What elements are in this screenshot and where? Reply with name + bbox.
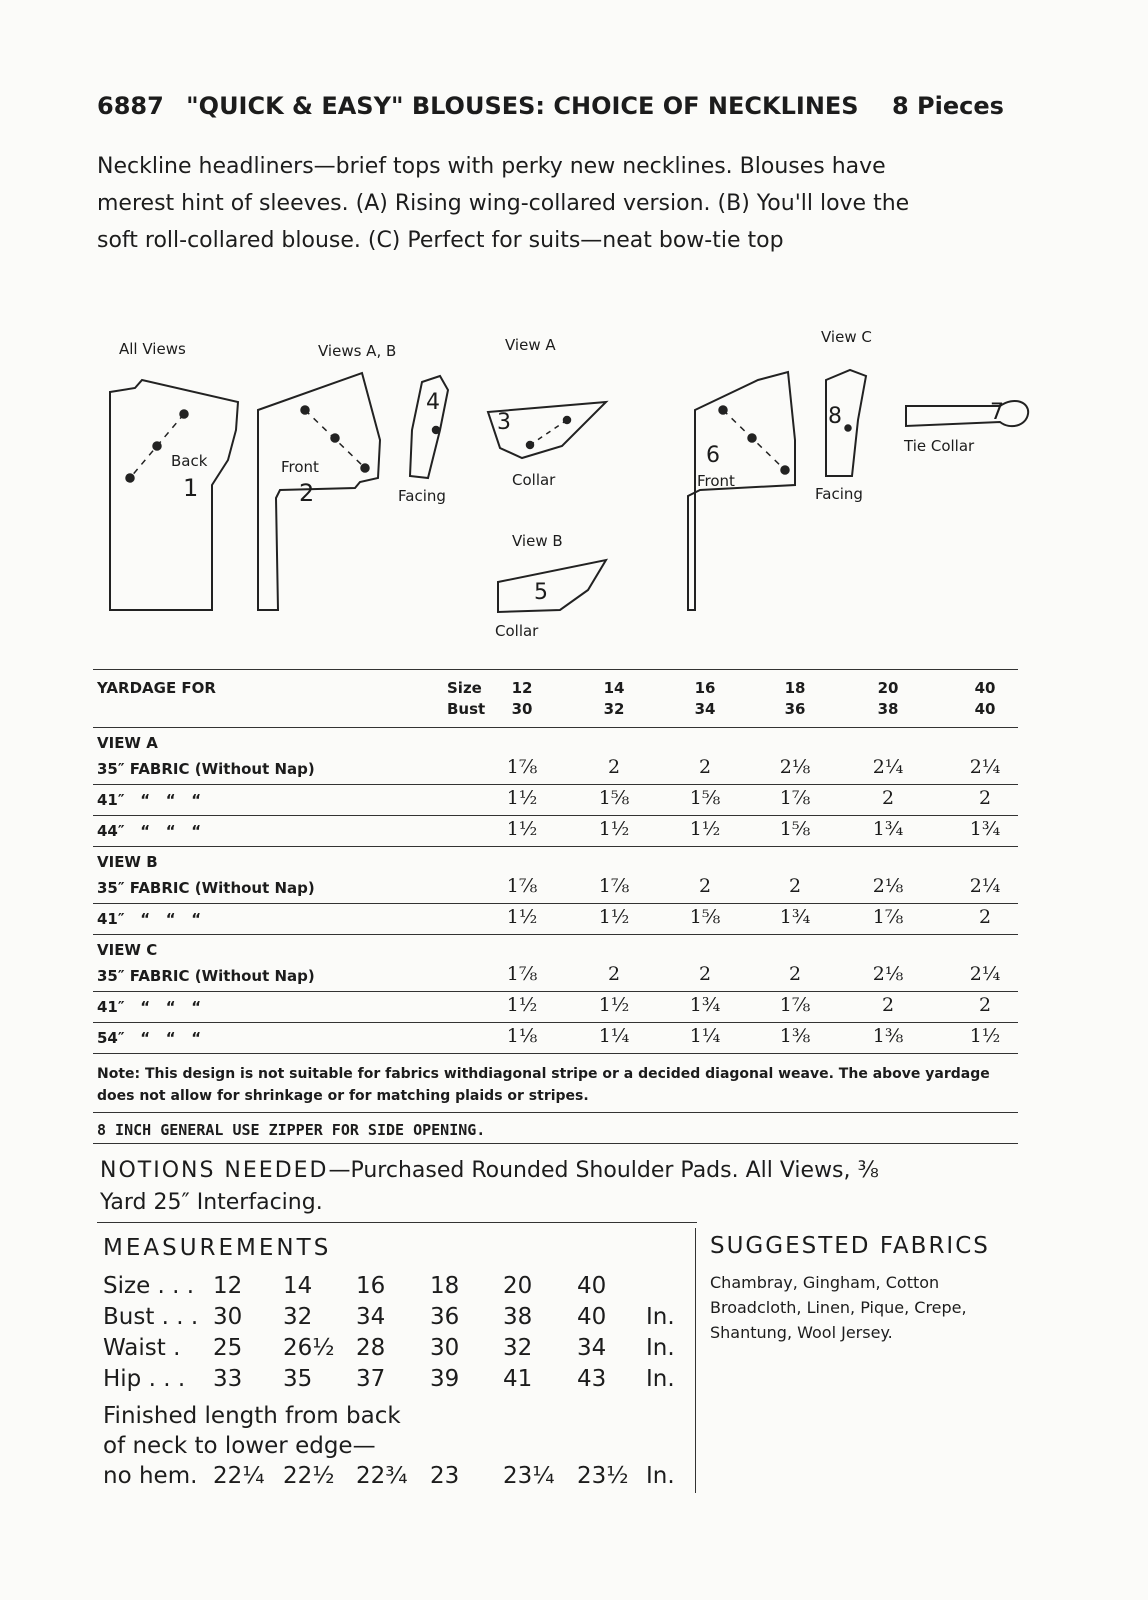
yardage-value: 1⅞ (506, 963, 538, 985)
size-header-cell: 20 (877, 679, 899, 697)
measurement-value: 36 (430, 1304, 460, 1330)
yardage-value: 1⅞ (598, 875, 630, 897)
fabric-width: 54″ “ “ “ (97, 1029, 202, 1047)
measurement-label: Size . . . (103, 1273, 195, 1299)
bust-header-cell: 30 (511, 700, 533, 718)
measurement-value: 30 (430, 1335, 460, 1361)
piece-number-6: 6 (706, 443, 720, 468)
suggested-fabrics-title: SUGGESTED FABRICS (710, 1233, 990, 1259)
yardage-value: 2 (881, 994, 895, 1016)
fabric-line: Chambray, Gingham, Cotton (710, 1273, 940, 1292)
label-all-views: All Views (119, 340, 186, 358)
yardage-value: 2¼ (969, 875, 1001, 897)
size-label: Size (447, 679, 482, 697)
yardage-value: 2⅛ (872, 963, 904, 985)
yardage-heading: YARDAGE FOR (97, 679, 216, 697)
label-view-c: View C (821, 328, 872, 346)
yardage-value: 1¼ (689, 1025, 721, 1047)
measurement-value: 23 (430, 1463, 460, 1489)
section-divider (695, 1228, 696, 1493)
yardage-value: 1¼ (598, 1025, 630, 1047)
pieces-count: 8 Pieces (892, 92, 1004, 120)
yardage-value: 1⅝ (598, 787, 630, 809)
yardage-value: 1½ (506, 818, 538, 840)
yardage-value: 2 (881, 787, 895, 809)
measurement-unit: In. (646, 1463, 675, 1489)
measurement-unit: In. (646, 1366, 675, 1392)
label-facing: Facing (398, 487, 446, 505)
notions-text-2: Yard 25″ Interfacing. (100, 1190, 323, 1215)
yardage-value: 1⅞ (779, 994, 811, 1016)
yardage-value: 1⅞ (506, 756, 538, 778)
measurement-label: no hem. (103, 1463, 198, 1489)
label-view-a: View A (505, 336, 556, 354)
label-front: Front (281, 458, 319, 476)
measurement-value: 41 (503, 1366, 533, 1392)
fabric-width: 41″ “ “ “ (97, 998, 202, 1016)
description-line: merest hint of sleeves. (A) Rising wing-collared version. (B) You'll love the (97, 191, 910, 216)
bust-header-cell: 40 (974, 700, 996, 718)
bust-header-cell: 38 (877, 700, 899, 718)
yardage-value: 1¾ (969, 818, 1001, 840)
pattern-pieces-diagram (0, 310, 1148, 650)
measurement-value: 35 (283, 1366, 313, 1392)
yardage-value: 1⅞ (506, 875, 538, 897)
view-label: VIEW B (97, 853, 158, 871)
measurement-value: 28 (356, 1335, 386, 1361)
measurement-value: 37 (356, 1366, 386, 1392)
fabric-width: 35″ FABRIC (Without Nap) (97, 760, 315, 778)
pattern-number: 6887 (97, 92, 164, 120)
yardage-value: 2 (698, 963, 712, 985)
fabric-width: 41″ “ “ “ (97, 910, 202, 928)
yardage-value: 1½ (598, 906, 630, 928)
yardage-value: 1⅜ (779, 1025, 811, 1047)
yardage-value: 2 (698, 875, 712, 897)
size-header-cell: 14 (603, 679, 625, 697)
yardage-note (97, 1063, 1027, 1107)
measurement-value: 40 (577, 1273, 607, 1299)
notions-heading: NOTIONS NEEDED (100, 1158, 329, 1183)
front-c-piece-outline (688, 372, 795, 610)
measurement-value: 32 (503, 1335, 533, 1361)
size-header-cell: 16 (694, 679, 716, 697)
measurement-value: 22½ (283, 1463, 335, 1489)
yardage-value: 1¾ (689, 994, 721, 1016)
measurement-label: Bust . . . (103, 1304, 199, 1330)
collar-b-outline (498, 560, 606, 612)
piece-number-4: 4 (426, 390, 440, 415)
measurement-value: 34 (577, 1335, 607, 1361)
measurement-value: 16 (356, 1273, 386, 1299)
piece-number-2: 2 (299, 479, 315, 507)
label-views-ab: Views A, B (318, 342, 397, 360)
piece-number-1: 1 (183, 474, 199, 502)
fabric-width: 35″ FABRIC (Without Nap) (97, 879, 315, 897)
size-header-cell: 12 (511, 679, 533, 697)
yardage-value: 1¾ (779, 906, 811, 928)
yardage-value: 2¼ (969, 756, 1001, 778)
measurement-label: Waist . (103, 1335, 181, 1361)
description-line: Neckline headliners—brief tops with perky new necklines. Blouses have (97, 154, 886, 179)
back-piece-outline (110, 380, 238, 610)
measurement-value: 14 (283, 1273, 313, 1299)
measurement-label: Hip . . . (103, 1366, 186, 1392)
yardage-value: 2 (978, 906, 992, 928)
yardage-value: 1½ (598, 818, 630, 840)
suggested-fabrics-list (710, 1270, 1030, 1345)
measurement-unit: In. (646, 1304, 675, 1330)
measurement-unit: In. (646, 1335, 675, 1361)
yardage-value: 1⅜ (872, 1025, 904, 1047)
bust-header-cell: 34 (694, 700, 716, 718)
fabric-line: Shantung, Wool Jersey. (710, 1323, 893, 1342)
label-front-c: Front (697, 472, 735, 490)
size-header-cell: 40 (974, 679, 996, 697)
yardage-value: 2⅛ (779, 756, 811, 778)
measurement-value: 38 (503, 1304, 533, 1330)
measurements-title: MEASUREMENTS (103, 1235, 332, 1261)
yardage-value: 1½ (689, 818, 721, 840)
yardage-value: 1½ (506, 994, 538, 1016)
fabric-width: 44″ “ “ “ (97, 822, 202, 840)
yardage-value: 2 (978, 787, 992, 809)
measurement-value: 33 (213, 1366, 243, 1392)
front-piece-outline (258, 373, 380, 610)
yardage-value: 1⅝ (689, 906, 721, 928)
fabric-width: 35″ FABRIC (Without Nap) (97, 967, 315, 985)
yardage-value: 1½ (506, 787, 538, 809)
yardage-value: 2 (607, 963, 621, 985)
yardage-value: 2 (788, 963, 802, 985)
yardage-value: 2⅛ (872, 875, 904, 897)
yardage-value: 1½ (598, 994, 630, 1016)
fabric-width: 41″ “ “ “ (97, 791, 202, 809)
label-back: Back (171, 452, 208, 470)
yardage-value: 1½ (969, 1025, 1001, 1047)
measurement-value: 34 (356, 1304, 386, 1330)
finished-length-line-1: Finished length from back (103, 1403, 401, 1429)
measurement-value: 39 (430, 1366, 460, 1392)
label-collar-a: Collar (512, 471, 556, 489)
yardage-value: 1¾ (872, 818, 904, 840)
label-view-b: View B (512, 532, 563, 550)
view-label: VIEW A (97, 734, 158, 752)
piece-number-3: 3 (497, 410, 511, 435)
note-line: Note: This design is not suitable for fabrics withdiagonal stripe or a decided diagonal weave. The above yardage (97, 1066, 990, 1082)
yardage-value: 1⅞ (872, 906, 904, 928)
fabric-line: Broadcloth, Linen, Pique, Crepe, (710, 1298, 967, 1317)
piece-number-7: 7 (990, 400, 1004, 425)
bust-label: Bust (447, 700, 486, 718)
bust-header-cell: 32 (603, 700, 625, 718)
size-header-cell: 18 (784, 679, 806, 697)
pattern-title-text: "QUICK & EASY" BLOUSES: CHOICE OF NECKLINES (186, 92, 859, 120)
measurement-value: 26½ (283, 1335, 335, 1361)
description (97, 148, 1027, 259)
note-line: does not allow for shrinkage or for matching plaids or stripes. (97, 1088, 589, 1104)
label-collar-b: Collar (495, 622, 539, 640)
yardage-value: 2 (698, 756, 712, 778)
tie-collar-outline (906, 401, 1028, 426)
measurement-value: 32 (283, 1304, 313, 1330)
yardage-value: 2 (607, 756, 621, 778)
yardage-value: 2 (978, 994, 992, 1016)
bust-header-cell: 36 (784, 700, 806, 718)
measurement-value: 30 (213, 1304, 243, 1330)
piece-number-8: 8 (828, 404, 842, 429)
notions-text: —Purchased Rounded Shoulder Pads. All Views, ⅜ (328, 1158, 879, 1183)
piece-number-5: 5 (534, 580, 548, 605)
measurement-value: 18 (430, 1273, 460, 1299)
yardage-value: 1½ (506, 906, 538, 928)
measurement-value: 22¾ (356, 1463, 408, 1489)
yardage-value: 1⅝ (689, 787, 721, 809)
measurement-value: 25 (213, 1335, 243, 1361)
yardage-value: 2¼ (969, 963, 1001, 985)
notions-section (100, 1155, 1030, 1219)
yardage-value: 1⅞ (779, 787, 811, 809)
measurement-value: 22¼ (213, 1463, 265, 1489)
measurement-value: 23¼ (503, 1463, 555, 1489)
measurement-value: 12 (213, 1273, 243, 1299)
measurement-value: 40 (577, 1304, 607, 1330)
measurement-value: 20 (503, 1273, 533, 1299)
measurement-value: 43 (577, 1366, 607, 1392)
measurement-value: 23½ (577, 1463, 629, 1489)
finished-length-line-2: of neck to lower edge— (103, 1433, 376, 1459)
yardage-value: 2 (788, 875, 802, 897)
yardage-value: 1⅝ (779, 818, 811, 840)
zipper-line: 8 INCH GENERAL USE ZIPPER FOR SIDE OPENING. (97, 1121, 486, 1139)
yardage-value: 2¼ (872, 756, 904, 778)
label-tie-collar: Tie Collar (904, 437, 975, 455)
description-line: soft roll-collared blouse. (C) Perfect for suits—neat bow-tie top (97, 228, 784, 253)
view-label: VIEW C (97, 941, 158, 959)
yardage-value: 1⅛ (506, 1025, 538, 1047)
pattern-title (97, 92, 1027, 120)
label-facing-c: Facing (815, 485, 863, 503)
